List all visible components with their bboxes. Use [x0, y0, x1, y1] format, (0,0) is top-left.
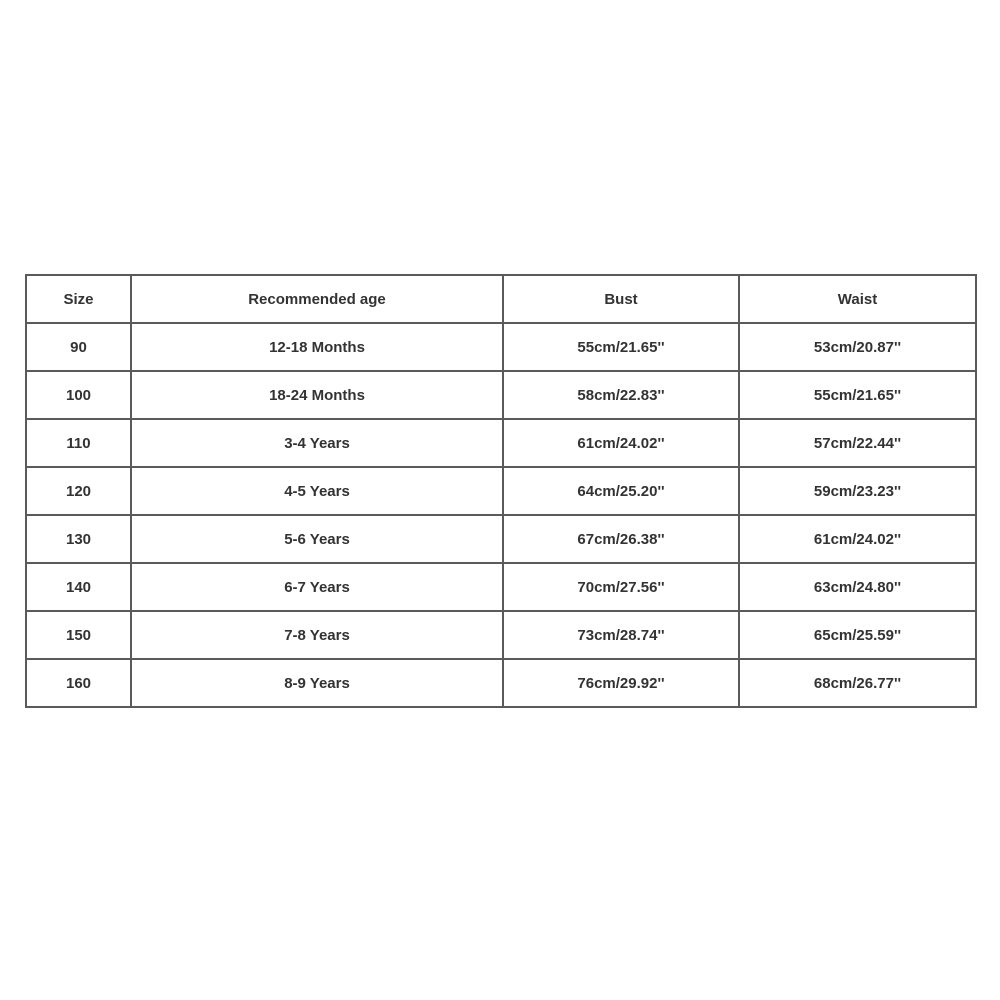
cell-recommended-age: 18-24 Months — [131, 371, 503, 419]
cell-waist: 59cm/23.23'' — [739, 467, 976, 515]
header-bust: Bust — [503, 275, 739, 323]
cell-bust: 61cm/24.02'' — [503, 419, 739, 467]
cell-recommended-age: 3-4 Years — [131, 419, 503, 467]
cell-bust: 76cm/29.92'' — [503, 659, 739, 707]
cell-bust: 70cm/27.56'' — [503, 563, 739, 611]
table-header — [26, 275, 976, 323]
cell-waist: 61cm/24.02'' — [739, 515, 976, 563]
table-row — [26, 371, 976, 419]
table-body — [26, 323, 976, 707]
table-row — [26, 659, 976, 707]
cell-size: 90 — [26, 323, 131, 371]
cell-waist: 65cm/25.59'' — [739, 611, 976, 659]
cell-waist: 55cm/21.65'' — [739, 371, 976, 419]
header-row — [26, 275, 976, 323]
cell-waist: 57cm/22.44'' — [739, 419, 976, 467]
size-chart-table — [25, 274, 977, 708]
cell-waist: 53cm/20.87'' — [739, 323, 976, 371]
table-row — [26, 611, 976, 659]
cell-recommended-age: 6-7 Years — [131, 563, 503, 611]
cell-bust: 64cm/25.20'' — [503, 467, 739, 515]
cell-bust: 58cm/22.83'' — [503, 371, 739, 419]
cell-recommended-age: 5-6 Years — [131, 515, 503, 563]
cell-recommended-age: 12-18 Months — [131, 323, 503, 371]
cell-size: 140 — [26, 563, 131, 611]
header-recommended-age: Recommended age — [131, 275, 503, 323]
cell-recommended-age: 8-9 Years — [131, 659, 503, 707]
cell-bust: 73cm/28.74'' — [503, 611, 739, 659]
table-row — [26, 467, 976, 515]
cell-waist: 68cm/26.77'' — [739, 659, 976, 707]
cell-size: 110 — [26, 419, 131, 467]
header-waist: Waist — [739, 275, 976, 323]
cell-recommended-age: 4-5 Years — [131, 467, 503, 515]
table-row — [26, 419, 976, 467]
cell-waist: 63cm/24.80'' — [739, 563, 976, 611]
cell-bust: 55cm/21.65'' — [503, 323, 739, 371]
cell-size: 100 — [26, 371, 131, 419]
cell-size: 150 — [26, 611, 131, 659]
table-row — [26, 515, 976, 563]
table-row — [26, 563, 976, 611]
cell-size: 120 — [26, 467, 131, 515]
cell-recommended-age: 7-8 Years — [131, 611, 503, 659]
header-size: Size — [26, 275, 131, 323]
cell-size: 130 — [26, 515, 131, 563]
cell-bust: 67cm/26.38'' — [503, 515, 739, 563]
table-row — [26, 323, 976, 371]
cell-size: 160 — [26, 659, 131, 707]
